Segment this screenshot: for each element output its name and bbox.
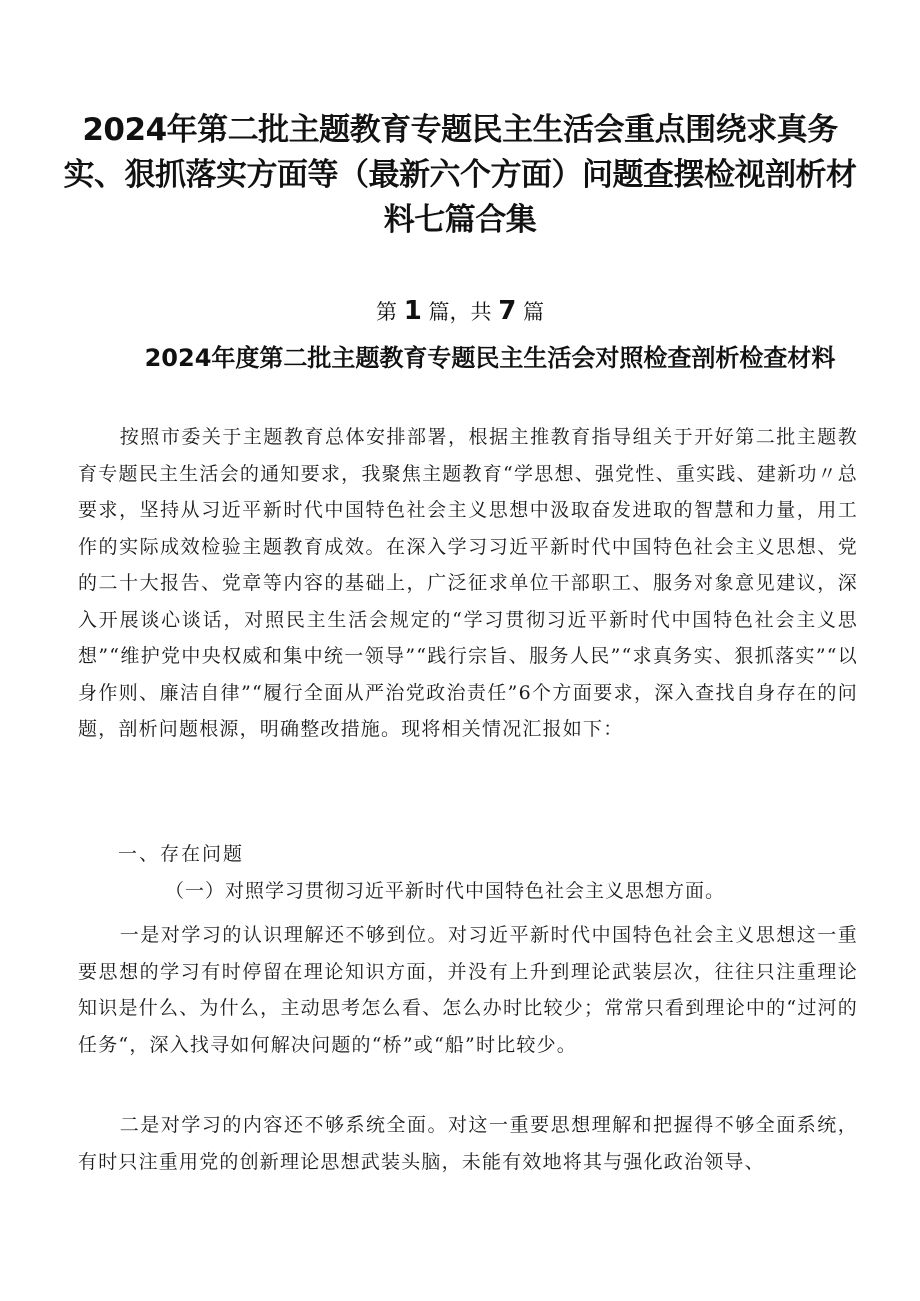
part-suffix: 篇	[522, 300, 544, 324]
main-title: 2024年第二批主题教育专题民主生活会重点围绕求真务实、狠抓落实方面等（最新六个方面）问题查摆检视剖析材料七篇合集	[63, 112, 857, 238]
part-middle: 篇，共	[428, 300, 492, 324]
sub-title: 2024年度第二批主题教育专题民主生活会对照检查剖析检查材料	[144, 344, 836, 372]
paragraph-two: 二是对学习的内容还不够系统全面。对这一重要思想理解和把握得不够全面系统，有时只注重用党的创新理论思想武装头脑，未能有效地将其与强化政治领导、	[78, 1114, 858, 1173]
part-number: 1	[403, 296, 422, 326]
paragraph-one: 一是对学习的认识理解还不够到位。对习近平新时代中国特色社会主义思想这一重要思想的学习有时停留在理论知识方面，并没有上升到理论武装层次，往往只注重理论知识是什么、为什么，主动思考怎么看、怎么办时比较少；常常只看到理论中的“过河的任务“，深入找寻如何解决问题的“桥”或“船”时比较少。	[78, 924, 858, 1056]
subsection-heading: （一）对照学习贯彻习近平新时代中国特色社会主义思想方面。	[165, 880, 726, 902]
intro-paragraph: 按照市委关于主题教育总体安排部署，根据主推教育指导组关于开好第二批主题教育专题民主生活会的通知要求，我聚焦主题教育“学思想、强党性、重实践、建新功〃总要求，坚持从习近平新时代中国特色社会主义思想中汲取奋发进取的智慧和力量，用工作的实际成效检验主题教育成效。在深入学习习近平新时代中国特色社会主义思想、党的二十大报告、党章等内容的基础上，广泛征求单位干部职工、服务对象意见建议，深入开展谈心谈话，对照民主生活会规定的“学习贯彻习近平新时代中国特色社会主义思想”“维护党中央权威和集中统一领导”“践行宗旨、服务人民”“求真务实、狠抓落实”“以身作则、廉洁自律”“履行全面从严治党政治责任”6个方面要求，深入查找自身存在的问题，剖析问题根源，明确整改措施。现将相关情况汇报如下：	[78, 426, 858, 740]
part-total: 7	[498, 296, 517, 326]
section-heading: 一、存在问题	[118, 843, 245, 865]
part-prefix: 第	[376, 300, 398, 324]
part-indicator	[0, 296, 920, 327]
